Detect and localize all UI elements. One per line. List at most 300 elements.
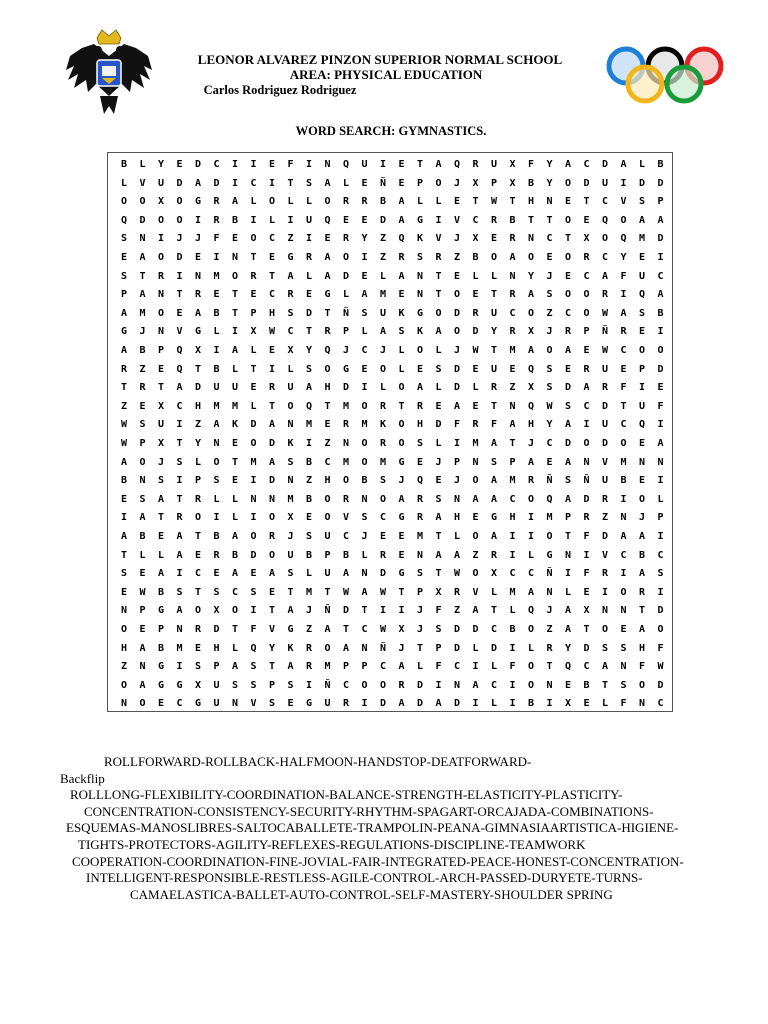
grid-letter: I: [287, 214, 294, 226]
grid-letter: J: [361, 531, 368, 542]
grid-letter: E: [157, 531, 165, 542]
grid-letter: T: [564, 233, 572, 245]
grid-letter: F: [287, 159, 294, 170]
grid-letter: T: [564, 531, 572, 542]
grid-letter: E: [139, 400, 146, 412]
grid-letter: A: [601, 270, 609, 282]
grid-letter: L: [527, 549, 535, 561]
grid-letter: Q: [546, 493, 553, 505]
grid-letter: R: [342, 233, 350, 245]
grid-letter: H: [527, 196, 535, 208]
grid-letter: V: [601, 549, 609, 561]
grid-row: [108, 285, 674, 305]
grid-letter: I: [472, 661, 479, 673]
grid-letter: S: [361, 512, 368, 524]
grid-letter: M: [620, 456, 627, 468]
grid-letter: C: [231, 586, 239, 598]
grid-letter: G: [194, 326, 202, 338]
grid-letter: N: [546, 679, 553, 691]
grid-letter: O: [453, 326, 461, 338]
grid-letter: E: [231, 233, 239, 245]
grid-letter: N: [546, 586, 553, 598]
grid-letter: H: [416, 419, 424, 431]
grid-letter: R: [472, 419, 479, 431]
grid-letter: O: [564, 214, 572, 226]
grid-letter: P: [157, 345, 165, 356]
grid-letter: L: [287, 196, 294, 208]
grid-letter: Y: [194, 438, 202, 449]
grid-letter: T: [324, 586, 331, 598]
grid-row: [108, 267, 674, 287]
grid-letter: N: [638, 456, 646, 468]
grid-letter: R: [583, 512, 590, 524]
grid-letter: S: [564, 400, 572, 412]
grid-letter: V: [139, 177, 146, 189]
grid-letter: M: [379, 289, 387, 301]
grid-letter: W: [453, 568, 461, 580]
grid-letter: A: [435, 549, 442, 561]
grid-letter: L: [564, 586, 572, 598]
grid-row: [108, 378, 674, 398]
grid-letter: R: [305, 642, 313, 654]
grid-letter: V: [342, 512, 350, 524]
grid-letter: M: [361, 419, 368, 431]
grid-letter: D: [583, 642, 590, 654]
grid-letter: P: [139, 605, 146, 617]
grid-letter: J: [139, 326, 146, 338]
grid-letter: D: [342, 605, 350, 617]
grid-letter: N: [416, 270, 424, 282]
grid-letter: A: [453, 400, 461, 412]
grid-letter: M: [305, 586, 313, 598]
grid-letter: H: [324, 475, 331, 487]
grid-letter: R: [583, 363, 590, 375]
grid-letter: B: [157, 586, 165, 598]
grid-letter: L: [379, 382, 387, 394]
grid-letter: C: [509, 307, 516, 319]
grid-letter: W: [601, 307, 609, 319]
grid-letter: I: [268, 363, 276, 375]
grid-letter: L: [231, 493, 239, 505]
grid-letter: M: [250, 456, 257, 468]
grid-letter: C: [472, 214, 479, 226]
grid-letter: I: [564, 568, 572, 580]
grid-letter: S: [546, 382, 553, 394]
grid-letter: R: [379, 438, 387, 449]
grid-letter: E: [472, 289, 479, 301]
grid-letter: B: [305, 549, 313, 561]
grid-letter: J: [453, 177, 461, 189]
grid-letter: D: [583, 177, 590, 189]
grid-letter: T: [120, 549, 128, 561]
word-list-line: ROLLLONG-FLEXIBILITY-COORDINATION-BALANCE-STRENGTH-ELASTICITY-PLASTICITY-: [70, 787, 623, 803]
grid-letter: D: [342, 270, 350, 282]
grid-letter: E: [361, 270, 368, 282]
grid-letter: B: [638, 549, 646, 561]
grid-letter: F: [620, 382, 627, 394]
grid-letter: A: [194, 177, 202, 189]
grid-letter: O: [361, 438, 368, 449]
grid-letter: O: [231, 270, 239, 282]
grid-letter: E: [194, 252, 202, 263]
grid-letter: R: [250, 270, 257, 282]
grid-letter: D: [139, 214, 146, 226]
grid-letter: N: [287, 475, 294, 487]
grid-letter: R: [268, 382, 276, 394]
grid-letter: I: [657, 531, 664, 542]
grid-letter: N: [157, 289, 165, 301]
grid-letter: I: [527, 512, 535, 524]
grid-letter: Y: [564, 642, 572, 654]
grid-letter: A: [287, 605, 294, 617]
grid-letter: U: [490, 159, 498, 170]
grid-letter: D: [379, 568, 387, 580]
grid-letter: P: [490, 177, 498, 189]
grid-letter: L: [305, 196, 313, 208]
grid-letter: M: [139, 307, 146, 319]
grid-row: [108, 248, 674, 268]
grid-letter: T: [120, 382, 128, 394]
grid-letter: L: [527, 642, 535, 654]
grid-letter: C: [583, 400, 590, 412]
grid-letter: Ñ: [379, 642, 387, 654]
grid-letter: C: [268, 289, 276, 301]
grid-letter: E: [324, 233, 331, 245]
grid-row: [108, 694, 674, 714]
grid-letter: R: [509, 326, 516, 338]
grid-letter: F: [527, 159, 535, 170]
grid-letter: S: [268, 698, 276, 710]
grid-letter: R: [453, 586, 461, 598]
grid-letter: M: [472, 438, 479, 449]
grid-letter: I: [194, 214, 202, 226]
grid-letter: I: [305, 438, 313, 449]
grid-letter: R: [416, 512, 424, 524]
grid-letter: B: [472, 252, 479, 263]
grid-letter: M: [379, 456, 387, 468]
grid-letter: X: [157, 438, 165, 449]
grid-letter: A: [342, 568, 350, 580]
grid-letter: C: [213, 159, 220, 170]
grid-letter: V: [435, 233, 442, 245]
grid-letter: D: [194, 159, 202, 170]
grid-letter: G: [398, 568, 405, 580]
grid-letter: A: [527, 456, 535, 468]
grid-letter: R: [490, 214, 498, 226]
grid-letter: X: [527, 326, 535, 338]
grid-letter: T: [638, 605, 646, 617]
grid-letter: B: [527, 698, 535, 710]
grid-letter: M: [416, 531, 424, 542]
grid-letter: C: [509, 493, 516, 505]
grid-letter: E: [546, 456, 553, 468]
grid-letter: B: [583, 679, 590, 691]
grid-letter: E: [416, 363, 424, 375]
grid-letter: G: [398, 512, 405, 524]
grid-letter: S: [546, 289, 553, 301]
grid-letter: P: [342, 326, 350, 338]
grid-letter: T: [361, 605, 368, 617]
grid-letter: A: [287, 661, 294, 673]
grid-letter: U: [638, 270, 646, 282]
grid-letter: E: [564, 363, 572, 375]
grid-letter: W: [342, 586, 350, 598]
grid-letter: H: [194, 400, 202, 412]
grid-letter: I: [657, 586, 664, 598]
grid-letter: D: [657, 177, 664, 189]
grid-letter: N: [250, 493, 257, 505]
grid-letter: N: [638, 698, 646, 710]
grid-letter: P: [361, 661, 368, 673]
grid-letter: D: [601, 159, 609, 170]
grid-letter: G: [157, 679, 165, 691]
grid-letter: W: [379, 624, 387, 635]
grid-letter: T: [287, 177, 294, 189]
grid-letter: A: [564, 345, 572, 356]
grid-letter: V: [601, 456, 609, 468]
grid-letter: A: [120, 307, 128, 319]
grid-letter: A: [472, 493, 479, 505]
grid-letter: Ñ: [546, 475, 553, 487]
grid-letter: S: [194, 661, 202, 673]
grid-letter: N: [546, 196, 553, 208]
grid-row: [108, 527, 674, 547]
grid-letter: S: [620, 642, 627, 654]
grid-letter: Z: [287, 233, 294, 245]
grid-letter: I: [509, 679, 516, 691]
grid-letter: U: [213, 679, 220, 691]
grid-letter: P: [268, 679, 276, 691]
grid-letter: A: [509, 252, 516, 263]
grid-letter: I: [398, 605, 405, 617]
grid-letter: B: [139, 531, 146, 542]
grid-letter: I: [379, 159, 387, 170]
grid-letter: C: [546, 233, 553, 245]
grid-letter: I: [250, 475, 257, 487]
grid-letter: T: [435, 270, 442, 282]
grid-letter: I: [305, 159, 313, 170]
grid-letter: X: [398, 624, 405, 635]
grid-letter: B: [509, 624, 516, 635]
grid-letter: A: [176, 382, 183, 394]
word-list-line: ROLLFORWARD-ROLLBACK-HALFMOON-HANDSTOP-DEATFORWARD-: [104, 754, 532, 769]
grid-letter: D: [453, 624, 461, 635]
grid-letter: E: [120, 252, 128, 263]
grid-letter: J: [416, 605, 424, 617]
grid-row: [108, 211, 674, 231]
grid-letter: E: [324, 419, 331, 431]
grid-letter: L: [305, 568, 313, 580]
grid-letter: D: [472, 624, 479, 635]
grid-letter: I: [176, 661, 183, 673]
grid-letter: X: [287, 345, 294, 356]
grid-letter: C: [620, 419, 627, 431]
grid-letter: T: [435, 568, 442, 580]
grid-letter: D: [213, 177, 220, 189]
grid-letter: S: [250, 679, 257, 691]
grid-letter: Q: [176, 363, 183, 375]
grid-letter: I: [231, 326, 239, 338]
grid-letter: R: [361, 196, 368, 208]
grid-letter: I: [231, 159, 239, 170]
grid-letter: R: [194, 289, 202, 301]
grid-letter: N: [231, 252, 239, 263]
grid-letter: C: [601, 196, 609, 208]
grid-letter: E: [620, 624, 627, 635]
grid-letter: S: [305, 531, 313, 542]
grid-letter: K: [379, 419, 387, 431]
grid-letter: T: [250, 252, 257, 263]
grid-letter: I: [620, 289, 627, 301]
grid-letter: O: [250, 438, 257, 449]
grid-letter: D: [250, 419, 257, 431]
grid-letter: Q: [601, 214, 609, 226]
grid-letter: E: [453, 196, 461, 208]
grid-letter: S: [657, 568, 664, 580]
grid-letter: E: [472, 512, 479, 524]
grid-letter: T: [583, 624, 590, 635]
grid-letter: J: [398, 475, 405, 487]
grid-letter: Ñ: [379, 177, 387, 189]
grid-letter: I: [176, 568, 183, 580]
grid-letter: G: [157, 605, 165, 617]
grid-letter: V: [250, 698, 257, 710]
grid-letter: L: [139, 159, 146, 170]
word-list-line: TIGHTS-PROTECTORS-AGILITY-REFLEXES-REGULATIONS-DISCIPLINE-TEAMWORK: [78, 837, 586, 852]
grid-letter: O: [194, 605, 202, 617]
grid-letter: R: [324, 326, 331, 338]
grid-letter: A: [453, 549, 461, 561]
grid-letter: W: [657, 661, 664, 673]
grid-letter: O: [583, 438, 590, 449]
grid-letter: A: [139, 679, 146, 691]
grid-letter: A: [657, 438, 664, 449]
grid-row: [108, 601, 674, 621]
grid-letter: I: [620, 493, 627, 505]
grid-letter: I: [213, 252, 220, 263]
grid-letter: E: [176, 307, 183, 319]
grid-letter: S: [176, 586, 183, 598]
grid-letter: E: [583, 214, 590, 226]
grid-letter: S: [176, 456, 183, 468]
grid-letter: S: [305, 363, 313, 375]
grid-letter: E: [361, 363, 368, 375]
grid-letter: E: [120, 586, 128, 598]
grid-letter: X: [194, 345, 202, 356]
grid-letter: R: [416, 493, 424, 505]
grid-letter: T: [583, 196, 590, 208]
grid-letter: D: [564, 438, 572, 449]
grid-letter: L: [213, 493, 220, 505]
grid-letter: M: [342, 456, 350, 468]
grid-letter: Q: [250, 642, 257, 654]
grid-letter: O: [324, 363, 331, 375]
grid-letter: A: [435, 698, 442, 710]
grid-letter: G: [546, 549, 553, 561]
grid-letter: L: [250, 345, 257, 356]
grid-letter: R: [268, 531, 276, 542]
grid-letter: U: [601, 475, 609, 487]
grid-letter: L: [250, 196, 257, 208]
grid-letter: Q: [638, 289, 646, 301]
teacher-name: Carlos Rodriguez Rodriguez: [203, 83, 357, 97]
grid-letter: S: [120, 233, 128, 245]
grid-letter: I: [472, 698, 479, 710]
grid-letter: T: [194, 586, 202, 598]
grid-letter: Z: [546, 307, 553, 319]
grid-letter: O: [176, 214, 183, 226]
grid-letter: O: [157, 307, 165, 319]
grid-letter: L: [361, 326, 368, 338]
grid-letter: P: [213, 661, 220, 673]
grid-row: [108, 341, 674, 361]
grid-letter: G: [120, 326, 128, 338]
grid-letter: R: [620, 326, 627, 338]
grid-letter: R: [472, 307, 479, 319]
grid-letter: A: [490, 475, 498, 487]
grid-letter: V: [453, 214, 461, 226]
grid-letter: U: [638, 400, 646, 412]
grid-letter: D: [453, 642, 461, 654]
grid-letter: O: [638, 679, 646, 691]
grid-letter: D: [601, 438, 609, 449]
grid-letter: D: [379, 214, 387, 226]
grid-letter: X: [213, 605, 220, 617]
grid-letter: R: [379, 549, 387, 561]
grid-letter: C: [527, 568, 535, 580]
grid-letter: U: [213, 698, 220, 710]
grid-letter: L: [601, 698, 609, 710]
grid-letter: T: [435, 289, 442, 301]
grid-letter: N: [416, 549, 424, 561]
grid-letter: F: [620, 270, 627, 282]
grid-letter: E: [398, 531, 405, 542]
grid-letter: W: [268, 326, 276, 338]
grid-letter: N: [157, 326, 165, 338]
grid-letter: Ñ: [583, 475, 590, 487]
grid-letter: O: [583, 307, 590, 319]
grid-letter: C: [583, 270, 590, 282]
grid-letter: Z: [453, 605, 461, 617]
grid-letter: U: [157, 419, 165, 431]
grid-letter: X: [435, 586, 442, 598]
grid-letter: E: [268, 252, 276, 263]
grid-letter: H: [213, 642, 220, 654]
grid-letter: O: [157, 214, 165, 226]
grid-letter: S: [287, 679, 294, 691]
grid-letter: I: [213, 512, 220, 524]
grid-letter: D: [379, 698, 387, 710]
grid-letter: T: [157, 382, 165, 394]
grid-letter: T: [324, 400, 331, 412]
grid-letter: O: [361, 456, 368, 468]
grid-letter: O: [435, 177, 442, 189]
grid-letter: U: [601, 419, 609, 431]
grid-row: [108, 360, 674, 380]
grid-letter: P: [657, 196, 664, 208]
grid-letter: S: [250, 661, 257, 673]
grid-letter: A: [324, 624, 331, 635]
grid-letter: D: [305, 307, 313, 319]
grid-letter: S: [435, 363, 442, 375]
grid-letter: A: [657, 214, 664, 226]
grid-letter: X: [490, 568, 498, 580]
grid-letter: B: [213, 531, 220, 542]
grid-letter: E: [398, 549, 405, 561]
grid-letter: B: [527, 177, 535, 189]
grid-letter: B: [213, 307, 220, 319]
grid-letter: B: [379, 196, 387, 208]
